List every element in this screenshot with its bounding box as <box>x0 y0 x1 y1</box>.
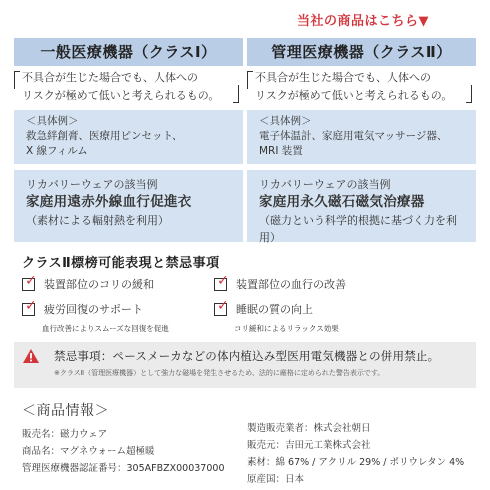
info-origin: 原産国：日本 <box>247 474 305 485</box>
examples-line1: 救急絆創膏、医療用ピンセット、 <box>26 130 183 142</box>
open-bracket-icon <box>14 71 20 89</box>
claim-text: 疲労回復のサポート <box>44 303 143 316</box>
claim-item <box>214 298 434 335</box>
class-two-examples <box>247 110 476 164</box>
info-manufacturer: 製造販売業者：株式会社朝日 <box>247 423 371 434</box>
recovery-product: 家庭用永久磁石磁気治療器 <box>259 194 425 210</box>
open-bracket-icon <box>247 71 253 89</box>
info-product-name: 商品名：マグネウォーム超極暖 <box>22 446 155 457</box>
claim-item <box>214 273 434 296</box>
check-mark-icon: ✓ <box>25 298 37 314</box>
checkbox-icon <box>214 298 229 316</box>
warning-sub-text: ※クラスⅡ（管理医療機器）として強力な磁場を発生させるため、法的に厳格に定められた警告表示です。 <box>54 369 385 377</box>
class-two-risk-line1: 不具合が生じた場合でも、人体への <box>255 71 431 84</box>
product-info-title: ＜商品情報＞ <box>22 403 109 419</box>
claim-item <box>22 298 222 335</box>
info-sales-name: 販売名：磁力ウェア <box>22 429 108 440</box>
our-product-note: 当社の商品はこちら▼ <box>297 14 429 29</box>
close-bracket-icon <box>233 85 239 103</box>
class-two-header: 管理医療機器（クラスⅡ） <box>247 38 476 66</box>
examples-label: ＜具体例＞ <box>26 115 79 127</box>
checkbox-icon <box>214 273 229 291</box>
examples-line1: 電子体温計、家庭用電気マッサージ器、 <box>259 130 448 142</box>
claim-subtext: 血行改善によりスムーズな回復を促進 <box>42 324 169 333</box>
close-bracket-icon <box>466 85 472 103</box>
check-mark-icon: ✓ <box>25 273 37 289</box>
class-one-header: 一般医療機器（クラスⅠ） <box>14 38 243 66</box>
recovery-note: （素材による輻射熱を利用） <box>26 214 169 227</box>
claims-section-title: クラスⅡ標榜可能表現と禁忌事項 <box>22 256 220 271</box>
check-mark-icon: ✓ <box>217 298 229 314</box>
class-two-risk-text <box>247 69 476 105</box>
claim-item <box>22 273 222 296</box>
contraindication-warning <box>14 342 476 388</box>
examples-line2: X 線フィルム <box>26 145 88 157</box>
claim-text: 装置部位のコリの緩和 <box>44 278 154 291</box>
class-one-risk-line1: 不具合が生じた場合でも、人体への <box>22 71 198 84</box>
class-two-risk-line2: リスクが極めて低いと考えられるもの。 <box>255 89 453 102</box>
claim-text: 装置部位の血行の改善 <box>236 278 346 291</box>
class-one-examples <box>14 110 243 164</box>
recovery-label: リカバリーウェアの該当例 <box>259 178 391 191</box>
warning-main-text: 禁忌事項：ペースメーカなどの体内植込み型医用電気機器との併用禁止。 <box>54 349 440 363</box>
class-one-risk-text <box>14 69 243 105</box>
class-two-recovery-example <box>247 170 476 242</box>
checkbox-icon <box>22 273 37 291</box>
class-one-risk-line2: リスクが極めて低いと考えられるもの。 <box>22 89 220 102</box>
info-certification-number: 管理医療機器認証番号：305AFBZX00037000 <box>22 463 225 474</box>
info-material: 素材：綿 67% / アクリル 29% / ポリウレタン 4% <box>247 457 465 468</box>
recovery-product: 家庭用遠赤外線血行促進衣 <box>26 194 192 210</box>
check-mark-icon: ✓ <box>217 273 229 289</box>
class-one-recovery-example <box>14 170 243 242</box>
examples-label: ＜具体例＞ <box>259 115 312 127</box>
examples-line2: MRI 装置 <box>259 145 303 157</box>
claim-subtext: コリ緩和によるリラックス効果 <box>234 324 339 333</box>
checkbox-icon <box>22 298 37 316</box>
info-distributor: 販売元：吉田元工業株式会社 <box>247 440 371 451</box>
warning-icon <box>22 348 40 364</box>
recovery-note: （磁力という科学的根拠に基づく力を利用） <box>259 214 457 244</box>
recovery-label: リカバリーウェアの該当例 <box>26 178 158 191</box>
claim-text: 睡眠の質の向上 <box>236 303 313 316</box>
